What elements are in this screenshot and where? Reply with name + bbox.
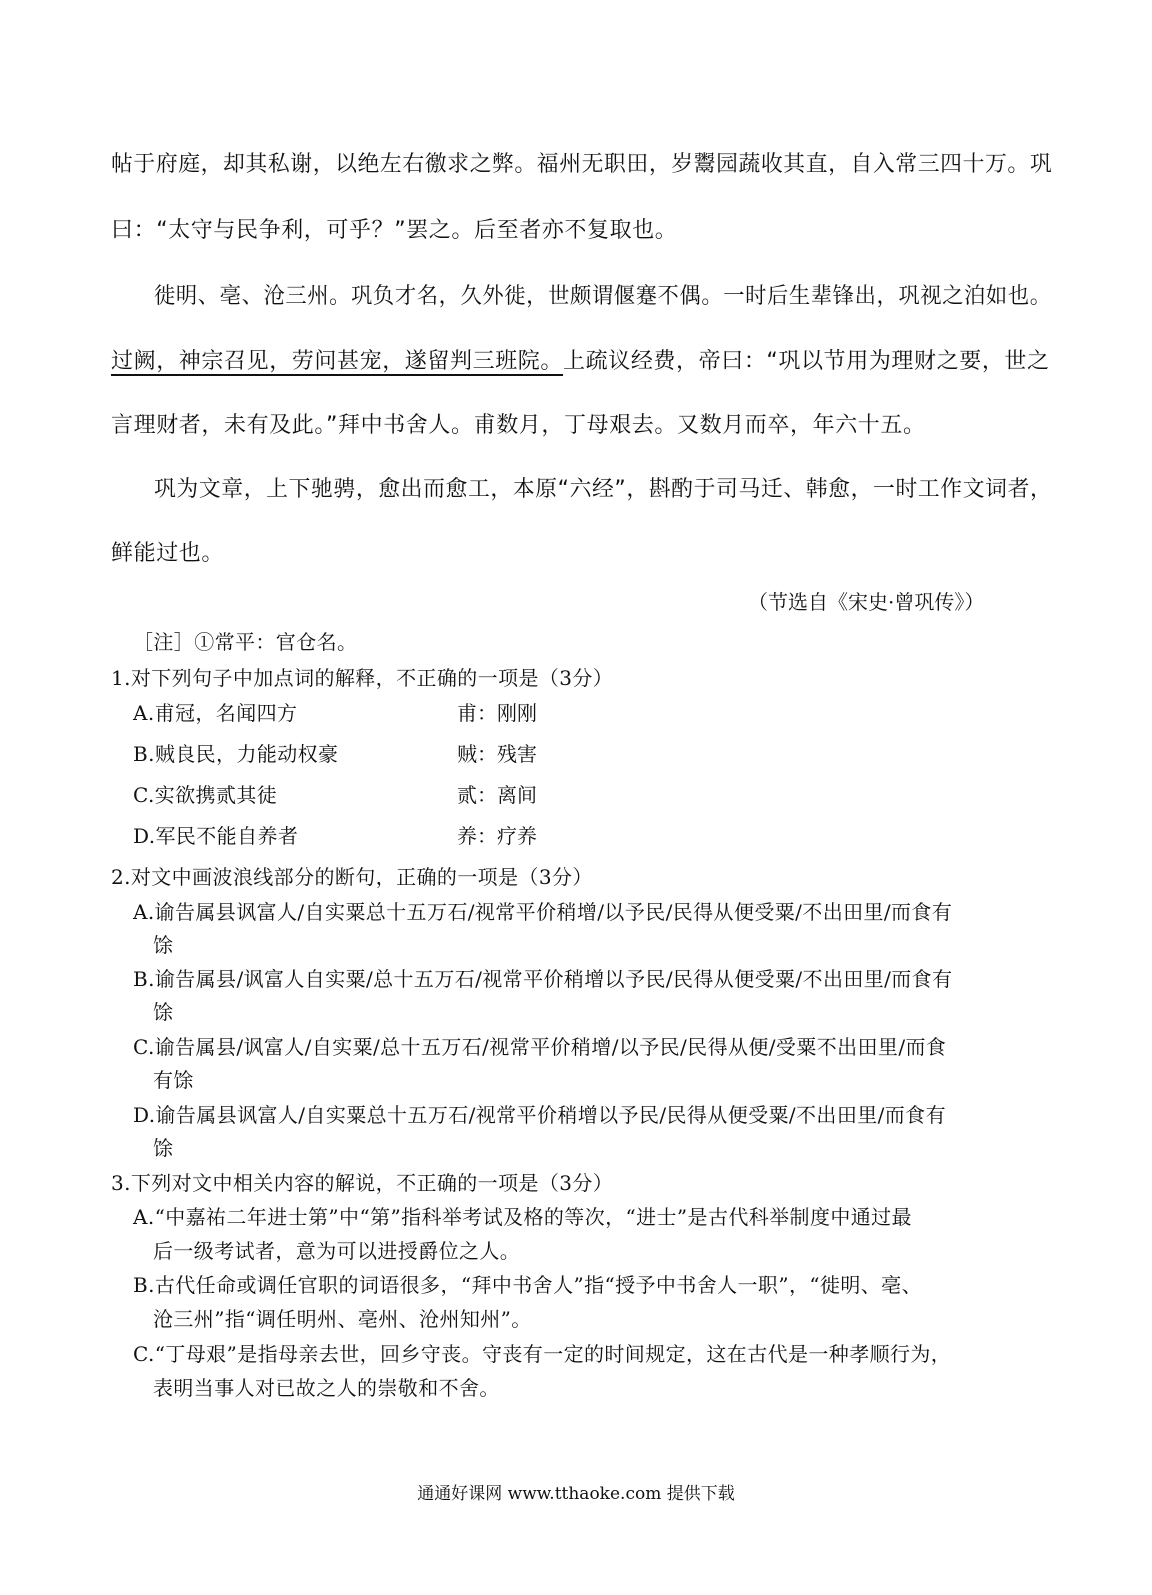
passage-line: 帖于府庭，却其私谢，以绝左右徼求之弊。福州无职田，岁鬻园蔬收其直，自入常三四十万。巩 bbox=[111, 152, 1053, 177]
question-option: C.“丁母艰”是指母亲去世，回乡守丧。守丧有一定的时间规定，这在古代是一种孝顺行为， bbox=[133, 1342, 952, 1366]
underlined-sentence: 过阙，神宗召见，劳问甚宠，遂留判三班院。 bbox=[111, 349, 564, 374]
page-footer: 通通好课网 www.tthaoke.com 提供下载 bbox=[417, 1484, 735, 1504]
question-stem: 3.下列对文中相关内容的解说，不正确的一项是（3分） bbox=[111, 1171, 614, 1195]
option-gloss: 甫：刚刚 bbox=[457, 701, 537, 725]
option-gloss: 养：疗养 bbox=[457, 824, 537, 848]
option-gloss: 贰：离间 bbox=[457, 783, 537, 807]
question-stem: 2.对文中画波浪线部分的断句，正确的一项是（3分） bbox=[111, 865, 593, 889]
question-option-cont: 馀 bbox=[153, 1000, 174, 1024]
question-option-cont: 有馀 bbox=[153, 1068, 194, 1092]
question-option-cont: 馀 bbox=[153, 1136, 174, 1160]
option-gloss: 贼：残害 bbox=[457, 742, 537, 766]
question-option: B.贼良民，力能动权豪 bbox=[133, 742, 339, 766]
question-option: A.“中嘉祐二年进士第”中“第”指科举考试及格的等次，“进士”是古代科举制度中通过最 bbox=[133, 1205, 912, 1229]
question-option-cont: 馀 bbox=[153, 933, 174, 957]
question-option: B.谕告属县/讽富人自实粟/总十五万石/视常平价稍增以予民/民得从便受粟/不出田里/而食有 bbox=[133, 967, 953, 991]
passage-line: 徙明、亳、沧三州。巩负才名，久外徙，世颇谓偃蹇不偶。一时后生辈锋出，巩视之泊如也。 bbox=[154, 284, 1052, 309]
passage-line: 鲜能过也。 bbox=[111, 541, 225, 566]
question-option: D.谕告属县讽富人/自实粟总十五万石/视常平价稍增以予民/民得从便受粟/不出田里/而食有 bbox=[133, 1103, 946, 1127]
question-option: A.甫冠，名闻四方 bbox=[133, 701, 298, 725]
question-option: D.军民不能自养者 bbox=[133, 824, 299, 848]
annotation-note: ［注］①常平：官仓名。 bbox=[133, 630, 358, 654]
question-option: C.谕告属县/讽富人/自实粟/总十五万石/视常平价稍增/以予民/民得从便/受粟不出田里/而食 bbox=[133, 1035, 947, 1059]
passage-text: 上疏议经费，帝曰：“巩以节用为理财之要，世之 bbox=[563, 349, 1050, 374]
question-option-cont: 后一级考试者，意为可以进授爵位之人。 bbox=[153, 1239, 521, 1263]
question-option: A.谕告属县讽富人/自实粟总十五万石/视常平价稍增/以予民/民得从便受粟/不出田里/而食有 bbox=[133, 900, 953, 924]
question-option-cont: 沧三州”指“调任明州、亳州、沧州知州”。 bbox=[153, 1307, 532, 1331]
passage-line: 言理财者，未有及此。”拜中书舍人。甫数月，丁母艰去。又数月而卒，年六十五。 bbox=[111, 413, 926, 438]
question-option: B.古代任命或调任官职的词语很多，“拜中书舍人”指“授予中书舍人一职”，“徙明、亳、 bbox=[133, 1273, 922, 1297]
passage-line bbox=[111, 344, 1050, 375]
source-citation: （节选自《宋史·曾巩传》） bbox=[748, 590, 985, 614]
question-stem: 1.对下列句子中加点词的解释，不正确的一项是（3分） bbox=[111, 666, 614, 690]
question-option: C.实欲携贰其徒 bbox=[133, 783, 278, 807]
passage-line: 巩为文章，上下驰骋，愈出而愈工，本原“六经”，斟酌于司马迁、韩愈，一时工作文词者， bbox=[154, 477, 1053, 502]
question-option-cont: 表明当事人对已故之人的崇敬和不舍。 bbox=[153, 1376, 500, 1400]
passage-line: 曰：“太守与民争利，可乎？”罢之。后至者亦不复取也。 bbox=[111, 218, 678, 243]
